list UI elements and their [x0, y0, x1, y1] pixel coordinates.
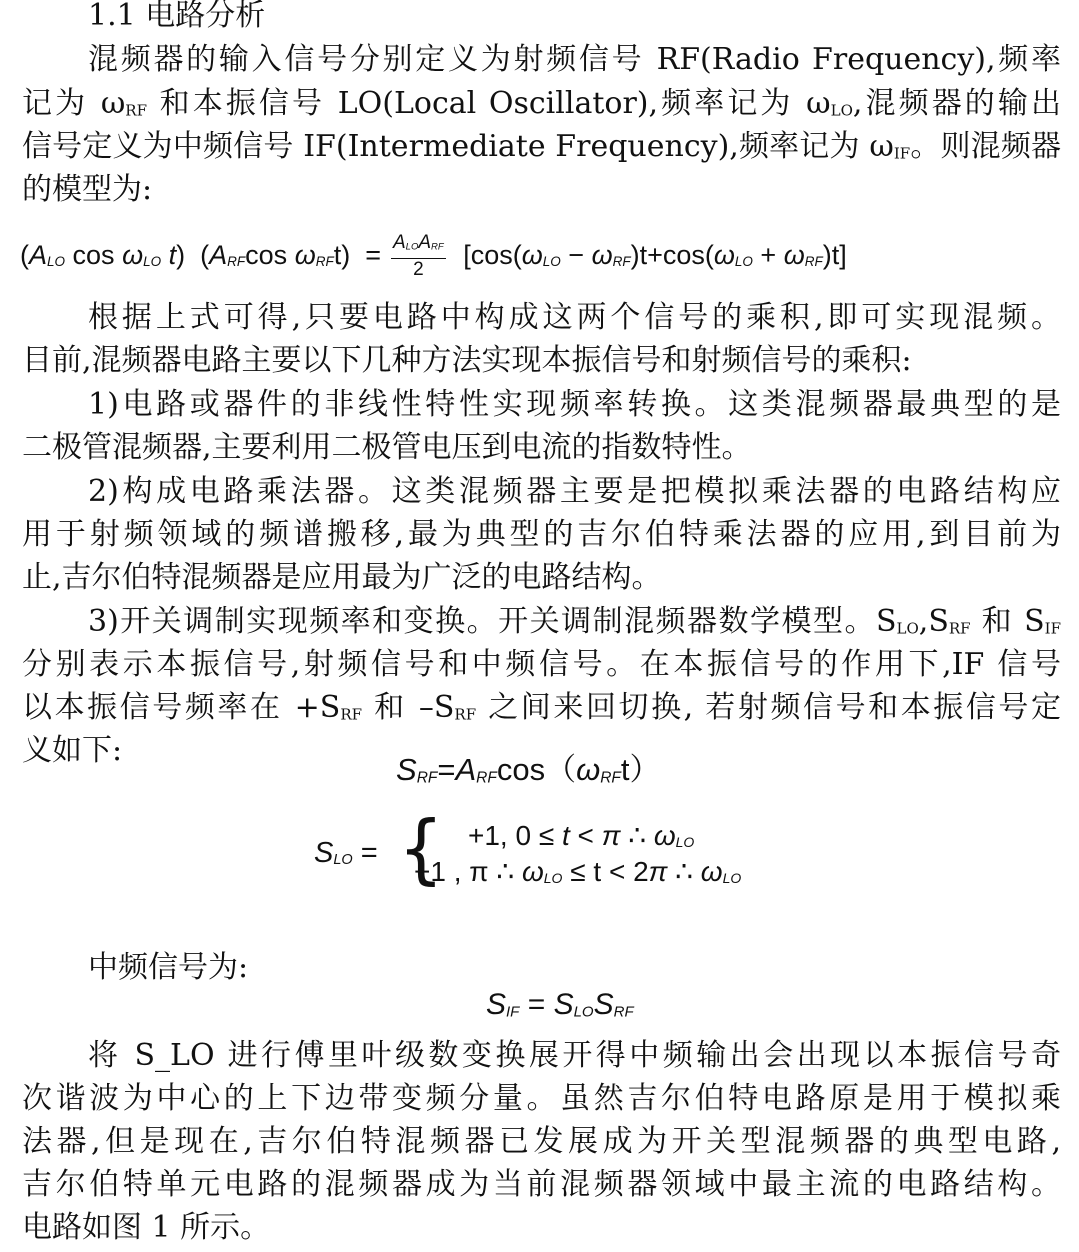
text-line: 用于射频领域的频谱搬移,最为典型的吉尔伯特乘法器的应用,到目前为 [22, 517, 1061, 552]
text-line: 次谐波为中心的上下边带变频分量。虽然吉尔伯特电路原是用于模拟乘 [22, 1081, 1061, 1116]
text-line: 二极管混频器,主要利用二极管电压到电流的指数特性。 [22, 430, 752, 465]
text-line: 吉尔伯特单元电路的混频器成为当前混频器领域中最主流的电路结构。 [22, 1167, 1061, 1202]
piecewise-brace: { [398, 803, 444, 893]
equation-slo-lhs: $S_{LO}$ = [314, 837, 378, 869]
equation-srf: $S_{RF}=A_{RF}\cos(\omega_{RF}t)$ [396, 752, 661, 787]
text-line: 以本振信号频率在 $+S_{RF}$ 和 $-S_{RF}$ 之间来回切换, 若射频信号和本振信号定 [22, 690, 1062, 725]
text-line: 2)构成电路乘法器。这类混频器主要是把模拟乘法器的电路结构应 [88, 474, 1061, 509]
equation-slo-case1: +1, 0 ≤ t < π ∴ $\omega_{LO}$ [468, 820, 695, 851]
text-line: 电路如图 1 所示。 [22, 1210, 271, 1245]
equation-slo-case2: −1 , π ∴ $\omega_{LO} \le t < 2\pi$ ∴ $\omega_{LO}$ [414, 856, 742, 887]
text-line: 将 S_LO 进行傅里叶级数变换展开得中频输出会出现以本振信号奇 [88, 1038, 1061, 1073]
text-line: 根据上式可得,只要电路中构成这两个信号的乘积,即可实现混频。 [88, 300, 1061, 335]
equation-sif: $S_{IF} = S_{LO}S_{RF}$ [486, 988, 634, 1021]
text-line: 分别表示本振信号,射频信号和中频信号。在本振信号的作用下,IF 信号 [22, 647, 1061, 682]
text-line: 记为 $\omega_{RF}$ 和本振信号 LO(Local Oscillator),频率记为 $\omega_{LO}$,混频器的输出 [22, 86, 1061, 121]
text-line: 混频器的输入信号分别定义为射频信号 RF(Radio Frequency),频率 [88, 42, 1061, 77]
text-line: 3)开关调制实现频率和变换。开关调制混频器数学模型。$S_{LO},S_{RF}$ 和 $S_{IF}$ [88, 604, 1062, 639]
text-line: 中频信号为: [88, 950, 249, 985]
text-line: 义如下: [22, 733, 123, 768]
text-line: 目前,混频器电路主要以下几种方法实现本振信号和射频信号的乘积: [22, 343, 912, 378]
equation-mixer-product: ($A_{LO}$ $\cos \omega_{LO}$ t) ($A_{RF}\cos$ $\omega_{RF}t$) = $\frac{A_{LO}A_{RF}}{2}$ $[\cos(\omega_{LO} - \omega_{RF})t+\cos(\omega_{LO} + \omega_{RF})t]$ [20, 232, 847, 281]
text-line: 止,吉尔伯特混频器是应用最为广泛的电路结构。 [22, 560, 662, 595]
text-line: 的模型为: [22, 172, 153, 207]
text-line: 法器,但是现在,吉尔伯特混频器已发展成为开关型混频器的典型电路, [22, 1124, 1061, 1159]
text-line: 1)电路或器件的非线性特性实现频率转换。这类混频器最典型的是 [88, 387, 1061, 422]
section-heading: 1.1 电路分析 [88, 0, 266, 33]
text-line: 信号定义为中频信号 IF(Intermediate Frequency),频率记为 $\omega_{IF}$。则混频器 [22, 129, 1061, 164]
